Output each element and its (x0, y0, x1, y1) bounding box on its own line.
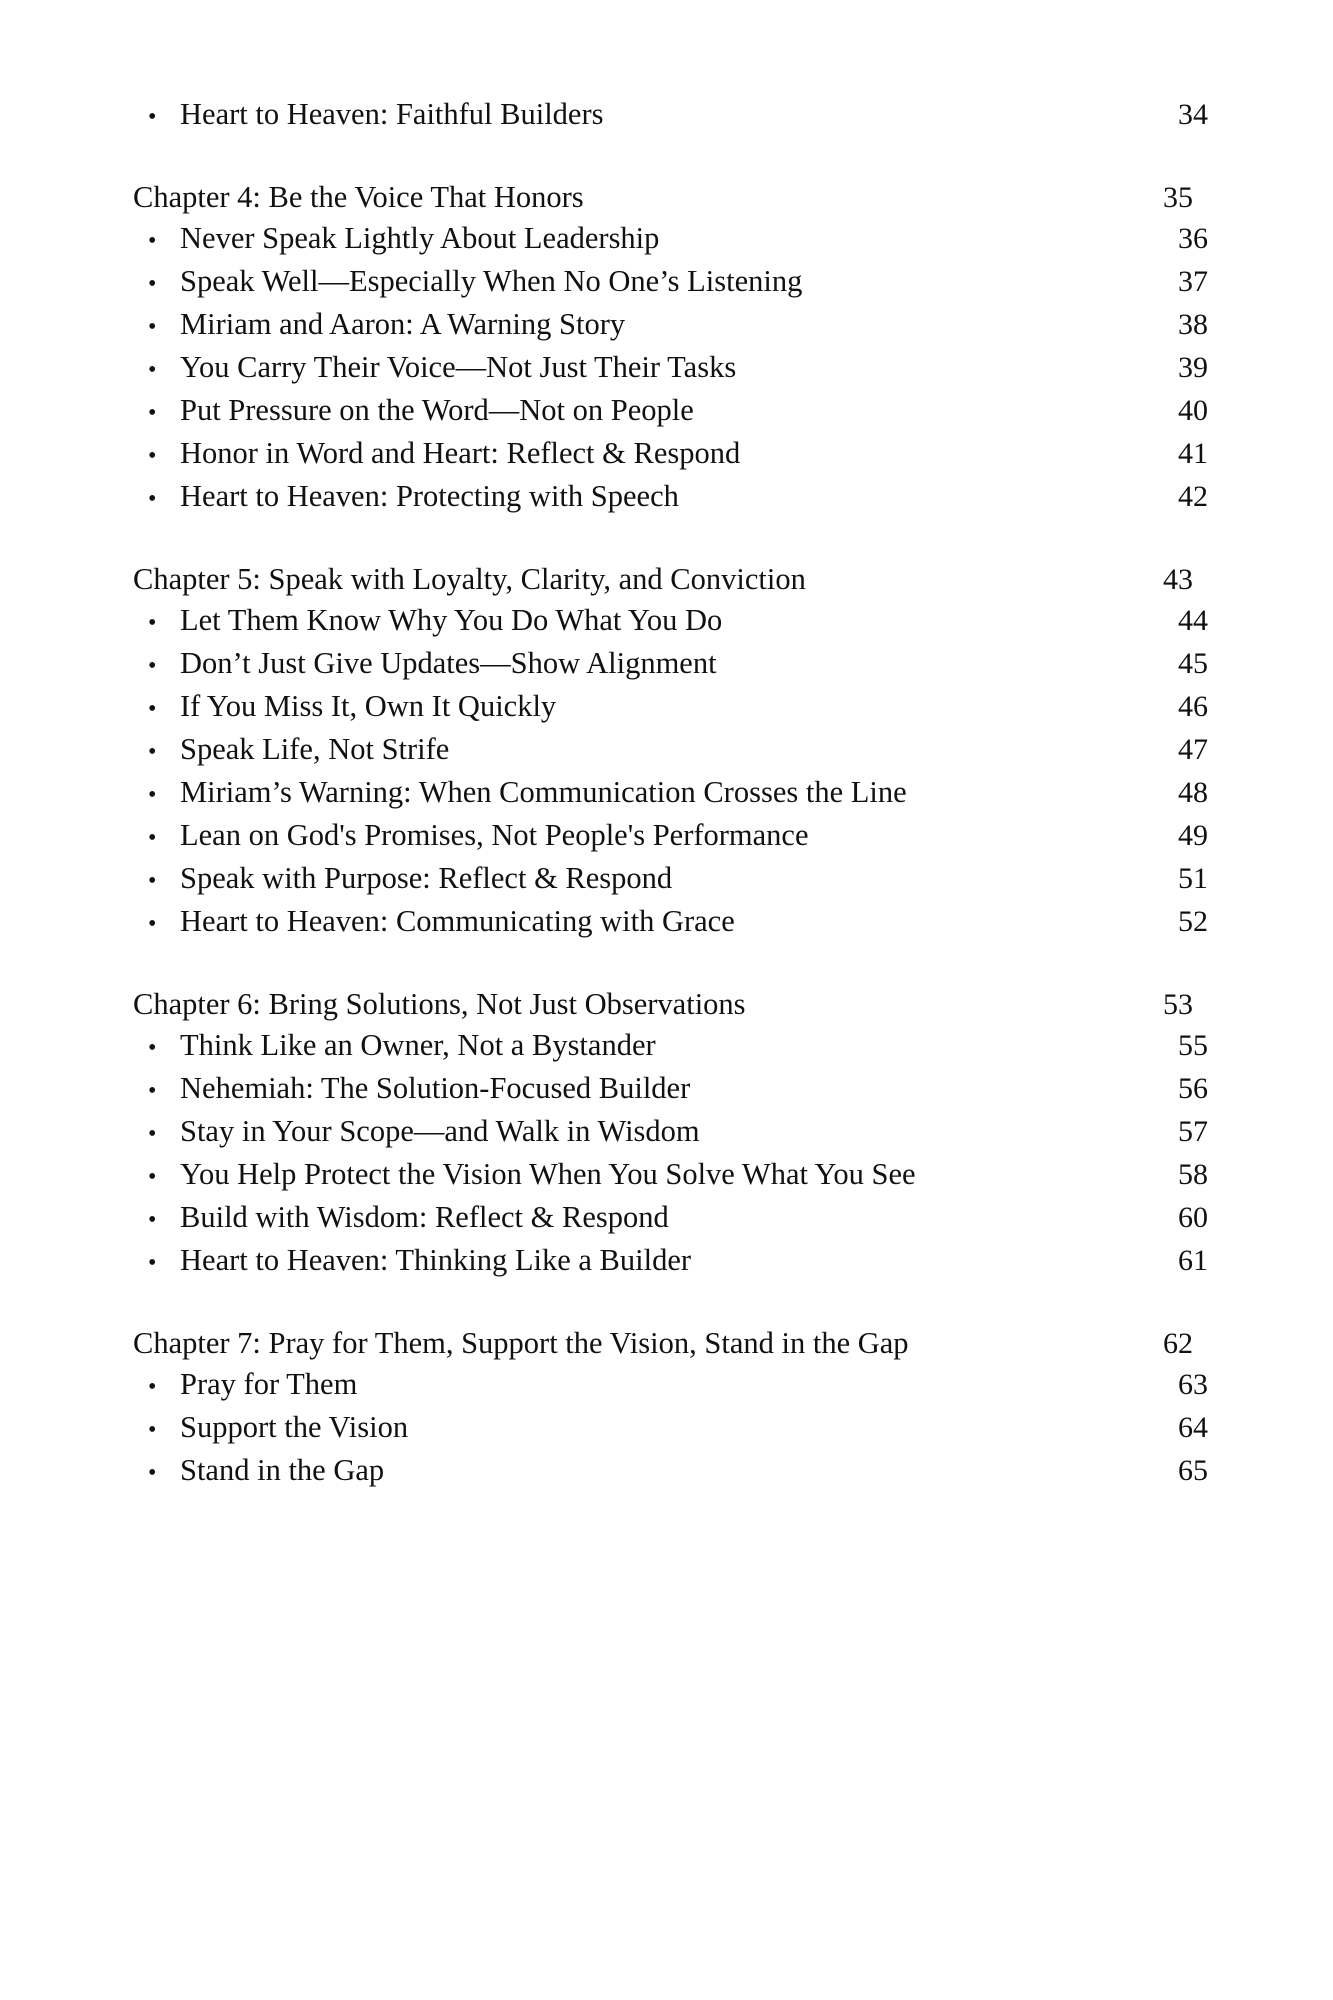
toc-section-entry[interactable] (148, 901, 1208, 944)
table-of-contents (133, 94, 1208, 1493)
toc-section-entry[interactable] (148, 433, 1208, 476)
toc-section-entry[interactable] (148, 643, 1208, 686)
bullet-icon: • (148, 1078, 157, 1104)
toc-page-number: 38 (1178, 308, 1208, 341)
toc-group-chapter-4 (133, 177, 1208, 519)
toc-group-chapter-6 (133, 984, 1208, 1283)
toc-section-entry[interactable] (148, 1407, 1208, 1450)
toc-section-label (148, 1364, 357, 1407)
toc-section-title: Miriam and Aaron: A Warning Story (180, 307, 626, 341)
toc-page-number: 55 (1178, 1029, 1208, 1062)
toc-page-number: 48 (1178, 776, 1208, 809)
bullet-icon: • (148, 443, 157, 469)
bullet-icon: • (148, 911, 157, 937)
toc-section-entry[interactable] (148, 347, 1208, 390)
toc-page-number: 61 (1178, 1244, 1208, 1277)
bullet-icon: • (148, 610, 157, 636)
toc-page-number: 42 (1178, 480, 1208, 513)
toc-section-label (148, 261, 802, 304)
toc-section-label (148, 1240, 691, 1283)
toc-section-title: You Help Protect the Vision When You Solve What You See (180, 1157, 916, 1191)
toc-group-chapter-5 (133, 559, 1208, 944)
bullet-icon: • (148, 782, 157, 808)
toc-section-title: Support the Vision (180, 1410, 409, 1444)
toc-section-label (148, 643, 717, 686)
toc-chapter-entry[interactable] (133, 984, 1193, 1025)
toc-section-entry[interactable] (148, 686, 1208, 729)
toc-section-title: Lean on God's Promises, Not People's Performance (180, 818, 809, 852)
bullet-icon: • (148, 1417, 157, 1443)
toc-page-number: 41 (1178, 437, 1208, 470)
toc-section-entry[interactable] (148, 390, 1208, 433)
toc-page-number: 47 (1178, 733, 1208, 766)
toc-section-entry[interactable] (148, 1364, 1208, 1407)
toc-chapter-title: Chapter 6: Bring Solutions, Not Just Observations (133, 987, 746, 1021)
toc-page-number: 36 (1178, 222, 1208, 255)
toc-section-entry[interactable] (148, 1111, 1208, 1154)
toc-section-label (148, 218, 659, 261)
toc-page-number: 64 (1178, 1411, 1208, 1444)
toc-section-label (148, 1154, 916, 1197)
toc-chapter-entry[interactable] (133, 1323, 1193, 1364)
toc-section-title: Think Like an Owner, Not a Bystander (180, 1028, 656, 1062)
toc-section-title: Never Speak Lightly About Leadership (180, 221, 660, 255)
toc-section-title: Heart to Heaven: Communicating with Grace (180, 904, 735, 938)
bullet-icon: • (148, 1374, 157, 1400)
toc-page-number: 49 (1178, 819, 1208, 852)
toc-page-number: 56 (1178, 1072, 1208, 1105)
toc-section-entry[interactable] (148, 1450, 1208, 1493)
toc-section-entry[interactable] (148, 94, 1208, 137)
bullet-icon: • (148, 1164, 157, 1190)
toc-page-number: 62 (1163, 1327, 1193, 1360)
bullet-icon: • (148, 104, 157, 130)
toc-page-number: 53 (1163, 988, 1193, 1021)
bullet-icon: • (148, 653, 157, 679)
toc-page-number: 44 (1178, 604, 1208, 637)
toc-section-label (148, 347, 736, 390)
toc-section-title: Honor in Word and Heart: Reflect & Respond (180, 436, 741, 470)
toc-section-title: Nehemiah: The Solution-Focused Builder (180, 1071, 691, 1105)
toc-section-label (148, 433, 740, 476)
bullet-icon: • (148, 1121, 157, 1147)
toc-section-title: Don’t Just Give Updates—Show Alignment (180, 646, 717, 680)
bullet-icon: • (148, 486, 157, 512)
toc-section-label (148, 1111, 700, 1154)
bullet-icon: • (148, 825, 157, 851)
toc-section-entry[interactable] (148, 218, 1208, 261)
toc-section-title: Stand in the Gap (180, 1453, 385, 1487)
toc-page-number: 52 (1178, 905, 1208, 938)
toc-page-number: 45 (1178, 647, 1208, 680)
toc-section-entry[interactable] (148, 815, 1208, 858)
toc-section-entry[interactable] (148, 304, 1208, 347)
bullet-icon: • (148, 739, 157, 765)
toc-section-label (148, 772, 907, 815)
toc-section-label (148, 858, 672, 901)
toc-page-number: 43 (1163, 563, 1193, 596)
toc-section-entry[interactable] (148, 772, 1208, 815)
toc-group-continued-chapter-3 (133, 94, 1208, 137)
toc-section-title: Let Them Know Why You Do What You Do (180, 603, 723, 637)
toc-page-number: 65 (1178, 1454, 1208, 1487)
toc-section-label (148, 901, 735, 944)
toc-section-entry[interactable] (148, 1154, 1208, 1197)
toc-section-entry[interactable] (148, 729, 1208, 772)
bullet-icon: • (148, 868, 157, 894)
toc-section-title: Miriam’s Warning: When Communication Crosses the Line (180, 775, 907, 809)
toc-chapter-title: Chapter 5: Speak with Loyalty, Clarity, and Conviction (133, 562, 806, 596)
toc-chapter-title: Chapter 4: Be the Voice That Honors (133, 180, 584, 214)
toc-section-title: If You Miss It, Own It Quickly (180, 689, 557, 723)
toc-section-label (148, 729, 449, 772)
toc-section-label (148, 390, 694, 433)
toc-page-number: 63 (1178, 1368, 1208, 1401)
bullet-icon: • (148, 271, 157, 297)
bullet-icon: • (148, 1035, 157, 1061)
toc-page-number: 39 (1178, 351, 1208, 384)
toc-page-number: 40 (1178, 394, 1208, 427)
bullet-icon: • (148, 1460, 157, 1486)
toc-section-entry[interactable] (148, 858, 1208, 901)
toc-section-title: Speak Well—Especially When No One’s Listening (180, 264, 803, 298)
toc-section-entry[interactable] (148, 1025, 1208, 1068)
bullet-icon: • (148, 696, 157, 722)
toc-section-label (148, 815, 809, 858)
bullet-icon: • (148, 400, 157, 426)
toc-section-entry[interactable] (148, 600, 1208, 643)
toc-section-entry[interactable] (148, 261, 1208, 304)
toc-section-title: Speak with Purpose: Reflect & Respond (180, 861, 673, 895)
toc-page-number: 51 (1178, 862, 1208, 895)
toc-section-title: Build with Wisdom: Reflect & Respond (180, 1200, 669, 1234)
toc-section-entry[interactable] (148, 1197, 1208, 1240)
toc-section-label (148, 94, 604, 137)
toc-section-entry[interactable] (148, 1068, 1208, 1111)
bullet-icon: • (148, 1207, 157, 1233)
toc-section-entry[interactable] (148, 476, 1208, 519)
toc-page-number: 57 (1178, 1115, 1208, 1148)
toc-section-label (148, 476, 679, 519)
toc-section-title: Heart to Heaven: Faithful Builders (180, 97, 604, 131)
toc-page-number: 60 (1178, 1201, 1208, 1234)
toc-section-label (148, 1407, 408, 1450)
toc-section-label (148, 304, 625, 347)
toc-group-chapter-7 (133, 1323, 1208, 1493)
toc-section-label (148, 1025, 656, 1068)
toc-page-number: 37 (1178, 265, 1208, 298)
toc-chapter-entry[interactable] (133, 559, 1193, 600)
toc-section-label (148, 1068, 690, 1111)
toc-page-number: 34 (1178, 98, 1208, 131)
toc-page-number: 46 (1178, 690, 1208, 723)
toc-section-title: Stay in Your Scope—and Walk in Wisdom (180, 1114, 700, 1148)
toc-section-title: Pray for Them (180, 1367, 358, 1401)
toc-page-number: 58 (1178, 1158, 1208, 1191)
toc-chapter-entry[interactable] (133, 177, 1193, 218)
bullet-icon: • (148, 1250, 157, 1276)
bullet-icon: • (148, 357, 157, 383)
toc-section-label (148, 1450, 384, 1493)
toc-section-title: Put Pressure on the Word—Not on People (180, 393, 694, 427)
toc-section-label (148, 1197, 669, 1240)
toc-section-title: Speak Life, Not Strife (180, 732, 450, 766)
toc-section-title: You Carry Their Voice—Not Just Their Tasks (180, 350, 737, 384)
toc-section-title: Heart to Heaven: Protecting with Speech (180, 479, 679, 513)
toc-section-label (148, 600, 722, 643)
bullet-icon: • (148, 228, 157, 254)
toc-chapter-title: Chapter 7: Pray for Them, Support the Vision, Stand in the Gap (133, 1326, 909, 1360)
toc-page-number: 35 (1163, 181, 1193, 214)
toc-section-title: Heart to Heaven: Thinking Like a Builder (180, 1243, 692, 1277)
bullet-icon: • (148, 314, 157, 340)
toc-section-entry[interactable] (148, 1240, 1208, 1283)
toc-section-label (148, 686, 556, 729)
